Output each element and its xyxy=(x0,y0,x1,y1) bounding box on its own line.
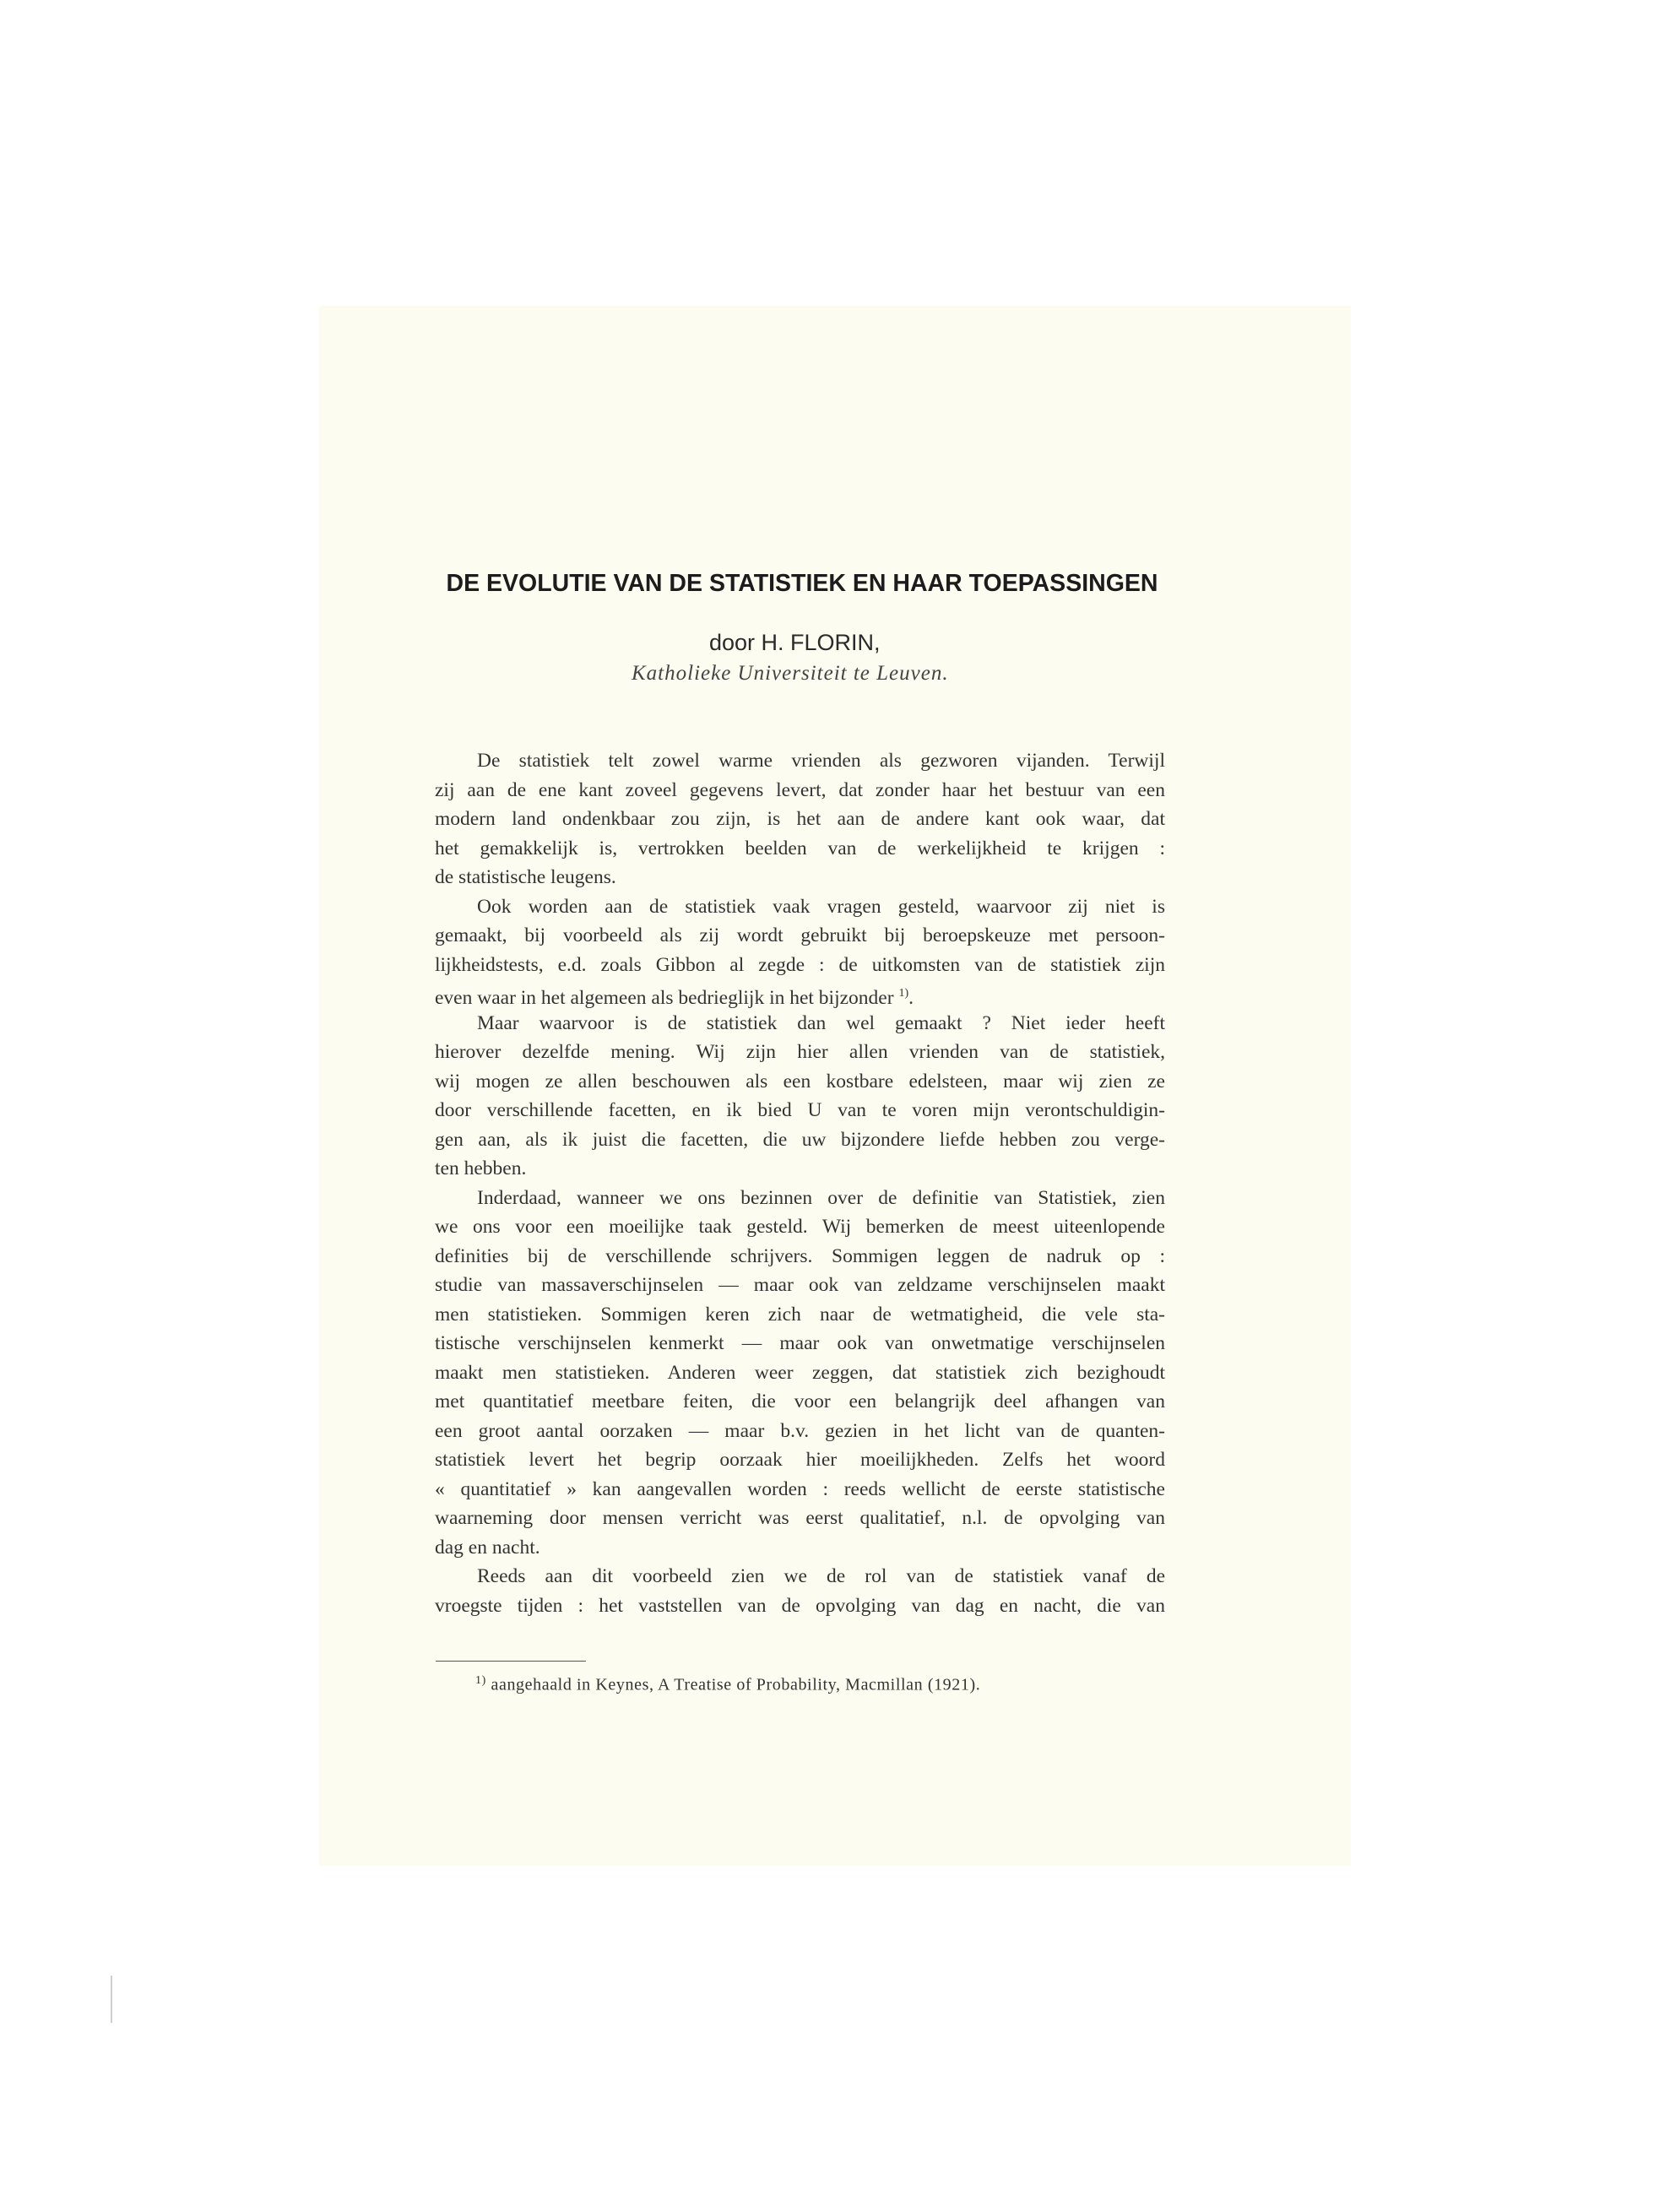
body-line: het gemakkelijk is, vertrokken beelden van de werkelijkheid te krijgen : xyxy=(435,837,1165,859)
body-line: hierover dezelfde mening. Wij zijn hier allen vrienden van de statistiek, xyxy=(435,1041,1165,1063)
body-line: de statistische leugens. xyxy=(435,866,616,888)
body-line: modern land ondenkbaar zou zijn, is het aan de andere kant ook waar, dat xyxy=(435,808,1165,830)
article-body xyxy=(435,746,1165,1620)
body-line: met quantitatief meetbare feiten, die voor een belangrijk deel afhangen van xyxy=(435,1391,1165,1412)
body-line: Ook worden aan de statistiek vaak vragen gesteld, waarvoor zij niet is xyxy=(477,895,1165,918)
scan-margin-mark xyxy=(111,1976,112,2023)
footnote-reference: 1) xyxy=(898,987,909,1000)
article-title: DE EVOLUTIE VAN DE STATISTIEK EN HAAR TOEPASSINGEN xyxy=(446,570,1158,597)
body-line: De statistiek telt zowel warme vrienden als gezworen vijanden. Terwijl xyxy=(477,750,1165,772)
body-line-with-footnote-ref xyxy=(435,979,1165,1009)
footnote xyxy=(475,1674,980,1695)
author-line: door H. FLORIN, xyxy=(709,630,881,655)
body-line: Maar waarvoor is de statistiek dan wel gemaakt ? Niet ieder heeft xyxy=(477,1011,1165,1034)
body-line: door verschillende facetten, en ik bied U van te voren mijn verontschuldigin- xyxy=(435,1099,1165,1121)
body-line: vroegste tijden : het vaststellen van de opvolging van dag en nacht, die van xyxy=(435,1594,1165,1617)
body-line: gen aan, als ik juist die facetten, die uw bijzondere liefde hebben zou verge- xyxy=(435,1128,1165,1151)
body-line-text: even waar in het algemeen als bedrieglijk in het bijzonder xyxy=(435,986,894,1009)
body-line: wij mogen ze allen beschouwen als een kostbare edelsteen, maar wij zien ze xyxy=(435,1070,1165,1092)
body-line: tistische verschijnselen kenmerkt — maar ook van onwetmatige verschijnselen xyxy=(435,1332,1165,1354)
body-line: « quantitatief » kan aangevallen worden : reeds wellicht de eerste statistische xyxy=(435,1477,1165,1500)
body-line: waarneming door mensen verricht was eerst qualitatief, n.l. de opvolging van xyxy=(435,1507,1165,1529)
body-line: statistiek levert het begrip oorzaak hier moeilijkheden. Zelfs het woord xyxy=(435,1449,1165,1471)
body-line: maakt men statistieken. Anderen weer zeggen, dat statistiek zich bezighoudt xyxy=(435,1361,1165,1384)
body-line: studie van massaverschijnselen — maar ook van zeldzame verschijnselen maakt xyxy=(435,1274,1165,1296)
footnote-mark: 1) xyxy=(475,1674,486,1687)
body-line: dag en nacht. xyxy=(435,1536,540,1559)
footnote-reference-period: . xyxy=(908,986,914,1009)
body-line: we ons voor een moeilijke taak gesteld. Wij bemerken de meest uiteenlopende xyxy=(435,1216,1165,1238)
footnote-divider xyxy=(436,1661,586,1662)
body-line: Inderdaad, wanneer we ons bezinnen over de definitie van Statistiek, zien xyxy=(477,1186,1165,1209)
body-line: men statistieken. Sommigen keren zich naar de wetmatigheid, die vele sta- xyxy=(435,1303,1165,1326)
affiliation-line: Katholieke Universiteit te Leuven. xyxy=(632,662,949,685)
body-line: definities bij de verschillende schrijvers. Sommigen leggen de nadruk op : xyxy=(435,1244,1165,1267)
body-line: Reeds aan dit voorbeeld zien we de rol van de statistiek vanaf de xyxy=(477,1565,1165,1587)
body-line: zij aan de ene kant zoveel gegevens levert, dat zonder haar het bestuur van een xyxy=(435,778,1165,801)
body-line: lijkheidstests, e.d. zoals Gibbon al zegde : de uitkomsten van de statistiek zijn xyxy=(435,953,1165,976)
body-line: gemaakt, bij voorbeeld als zij wordt gebruikt bij beroepskeuze met persoon- xyxy=(435,924,1165,946)
footnote-text: aangehaald in Keynes, A Treatise of Probability, Macmillan (1921). xyxy=(491,1675,981,1694)
body-line: ten hebben. xyxy=(435,1158,527,1179)
body-line: een groot aantal oorzaken — maar b.v. gezien in het licht van de quanten- xyxy=(435,1419,1165,1442)
